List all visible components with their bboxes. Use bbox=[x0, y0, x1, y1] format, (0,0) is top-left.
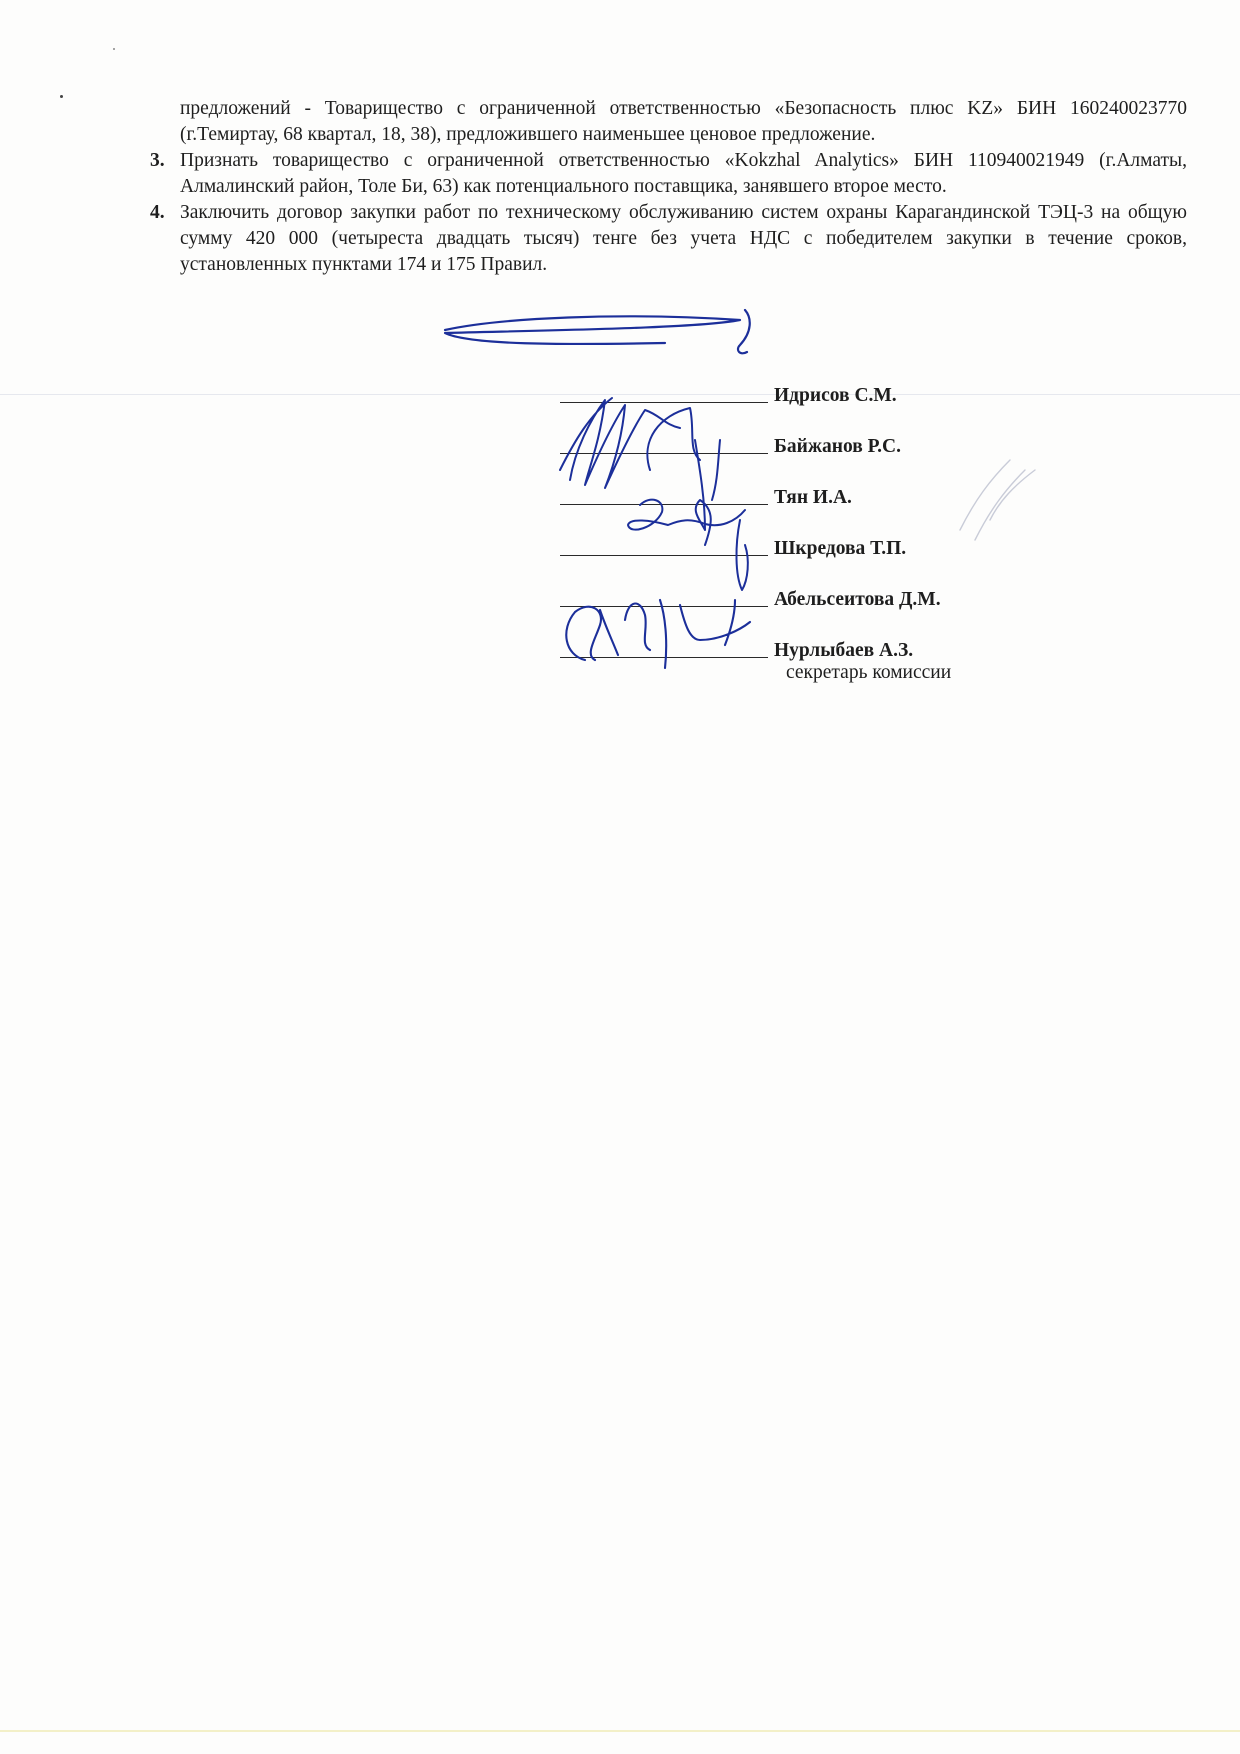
signatory-role: секретарь комиссии bbox=[786, 662, 952, 683]
signature-line bbox=[560, 504, 768, 505]
decision-item-4 bbox=[150, 200, 1187, 278]
scan-speck bbox=[113, 48, 115, 50]
signatory-name: Идрисов С.М. bbox=[774, 385, 897, 406]
signatory-row bbox=[560, 407, 1060, 458]
signatory-row bbox=[560, 560, 1060, 611]
scan-speck bbox=[60, 95, 63, 98]
scan-bottom-edge bbox=[0, 1730, 1240, 1732]
signatory-name: Тян И.А. bbox=[774, 487, 852, 508]
signatory-role-row bbox=[560, 662, 1060, 688]
decision-item-3 bbox=[150, 148, 1187, 200]
signature-line bbox=[560, 657, 768, 658]
signatory-row bbox=[560, 611, 1060, 662]
signatory-row bbox=[560, 509, 1060, 560]
signatory-row bbox=[560, 458, 1060, 509]
item-text: Заключить договор закупки работ по техническому обслуживанию систем охраны Карагандинской ТЭЦ-3 на общую сумму 420 000 (четыреста двадцать тысяч) тенге без учета НДС с победителем закупки в течение сроков, установленных пунктами 174 и 175 Правил. bbox=[180, 202, 1187, 275]
signature-line bbox=[560, 555, 768, 556]
item-number: 3. bbox=[150, 150, 165, 171]
signature-line bbox=[560, 606, 768, 607]
signatory-name: Шкредова Т.П. bbox=[774, 538, 907, 559]
signatory-name: Байжанов Р.С. bbox=[774, 436, 901, 457]
intro-paragraph: предложений - Товарищество с ограниченной ответственностью «Безопасность плюс KZ» БИН 160240023770 (г.Темиртау, 68 квартал, 18, 38), предложившего наименьшее ценовое предложение. bbox=[180, 98, 1187, 145]
signatory-row bbox=[560, 356, 1060, 407]
signature-line bbox=[560, 453, 768, 454]
signature-line bbox=[560, 402, 768, 403]
signatory-name: Нурлыбаев А.З. bbox=[774, 640, 914, 661]
decision-text bbox=[150, 96, 1187, 278]
item-text: Признать товарищество с ограниченной ответственностью «Kokzhal Analytics» БИН 110940021949 (г.Алматы, Алмалинский район, Толе Би, 63) как потенциального поставщика, занявшего второе место. bbox=[180, 150, 1187, 197]
signature-idrisov bbox=[445, 310, 750, 353]
item-number: 4. bbox=[150, 202, 165, 223]
signatory-name: Абельсеитова Д.М. bbox=[774, 589, 941, 610]
commission-signatures bbox=[560, 356, 1060, 688]
